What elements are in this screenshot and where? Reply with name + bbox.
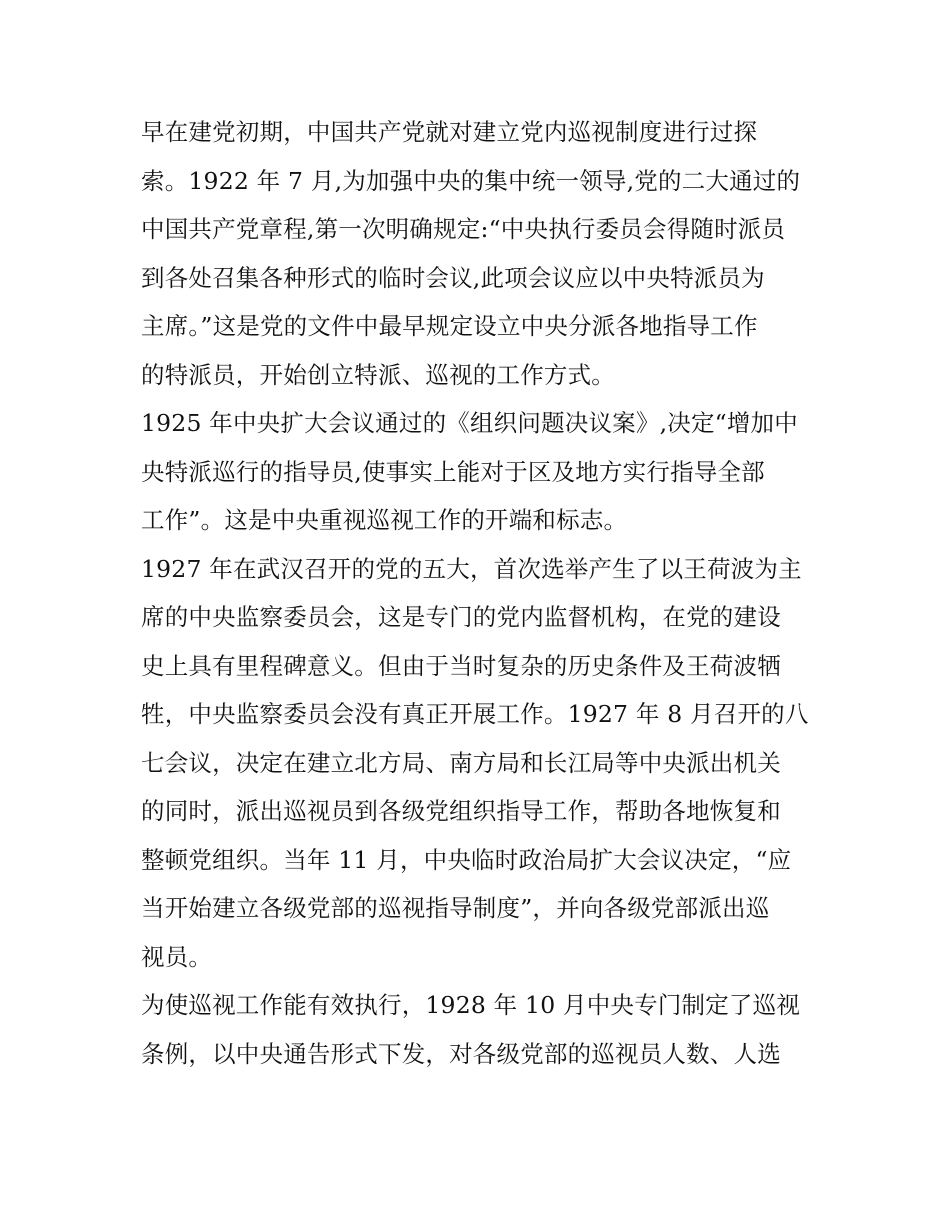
text-line: 视员。 <box>141 942 213 971</box>
text-line: 1927 年在武汉召开的党的五大，首次选举产生了以王荷波为主 <box>141 554 802 583</box>
text-line: 主席。”这是党的文件中最早规定设立中央分派各地指导工作 <box>141 312 758 340</box>
text-line: 牲，中央监察委员会没有真正开展工作。1927 年 8 月召开的八 <box>141 700 809 728</box>
text-line: 为使巡视工作能有效执行，1928 年 10 月中央专门制定了巡视 <box>141 991 801 1019</box>
paragraph-1928-regulations <box>141 981 813 1078</box>
paragraph-1927-congress <box>141 545 813 982</box>
paragraph-1925-meeting <box>141 399 813 545</box>
text-line: 索。1922 年 7 月,为加强中央的集中统一领导,党的二大通过的 <box>141 166 801 195</box>
document-body <box>141 108 813 1078</box>
text-line: 工作”。这是中央重视巡视工作的开端和标志。 <box>141 506 628 534</box>
text-line: 的同时，派出巡视员到各级党组织指导工作，帮助各地恢复和 <box>141 797 781 825</box>
text-line: 席的中央监察委员会，这是专门的党内监督机构，在党的建设 <box>141 603 781 631</box>
text-line: 的特派员，开始创立特派、巡视的工作方式。 <box>141 360 615 389</box>
text-line: 当开始建立各级党部的巡视指导制度”，并向各级党部派出巡 <box>141 894 770 922</box>
paragraph-early-exploration <box>141 108 813 399</box>
text-line: 七会议，决定在建立北方局、南方局和长江局等中央派出机关 <box>141 748 781 777</box>
text-line: 条例，以中央通告形式下发，对各级党部的巡视员人数、人选 <box>141 1039 781 1068</box>
text-line: 整顿党组织。当年 11 月，中央临时政治局扩大会议决定，“应 <box>141 845 792 874</box>
text-line: 中国共产党章程,第一次明确规定:“中央执行委员会得随时派员 <box>141 215 786 243</box>
text-line: 早在建党初期，中国共产党就对建立党内巡视制度进行过探 <box>141 118 758 146</box>
text-line: 到各处召集各种形式的临时会议,此项会议应以中央特派员为 <box>141 263 765 292</box>
text-line: 史上具有里程碑意义。但由于当时复杂的历史条件及王荷波牺 <box>141 651 781 680</box>
text-line: 央特派巡行的指导员,使事实上能对于区及地方实行指导全部 <box>141 457 765 486</box>
text-line: 1925 年中央扩大会议通过的《组织问题决议案》,决定“增加中 <box>141 409 798 437</box>
